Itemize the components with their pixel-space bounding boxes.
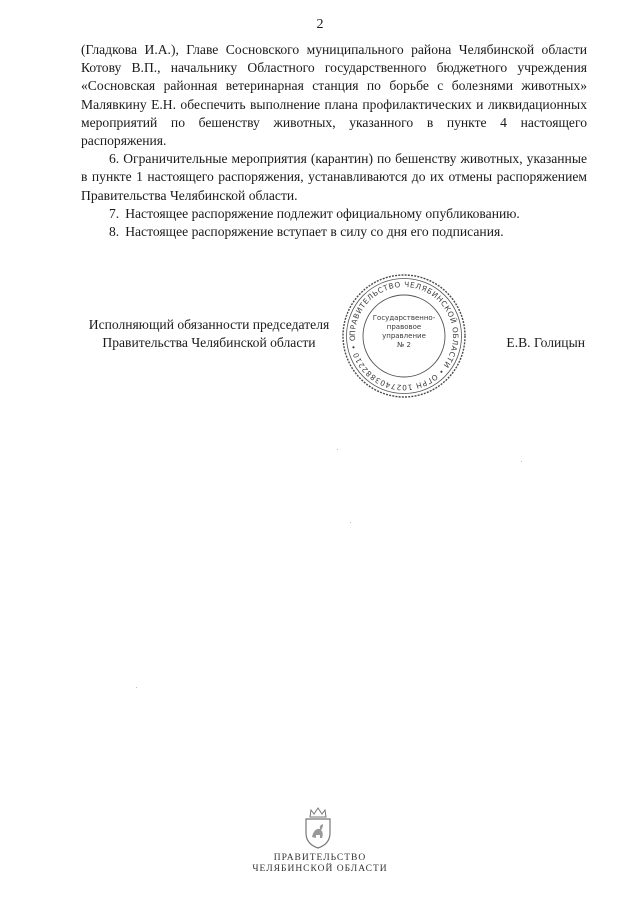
document-body [81,41,587,241]
seal-center-line: Государственно- [372,314,436,322]
footer-line1: ПРАВИТЕЛЬСТВО [273,853,367,863]
page-number: 2 [316,17,324,32]
item-text: Настоящее распоряжение подлежит официальному опубликованию. [125,205,520,221]
official-seal [340,272,468,400]
paragraph-continuation: (Гладкова И.А.), Главе Сосновского муниципального района Челябинской области Котову В.П., начальнику Областного государственного бюджетного учреждения «Сосновская районная ветеринарная станция по борьбе с болезнями животных» Малявкину Е.Н. обеспечить выполнение плана профилактических и ликвидационных мероприятий по бешенству животных, указанного в пункте 4 настоящего распоряжения. [81,42,587,149]
scan-speck [337,449,338,450]
list-item-8 [81,223,587,241]
seal-center-text [364,314,444,350]
list-item-7 [81,205,587,223]
footer-organization [0,853,640,875]
signature-block [70,316,585,376]
signatory-name: Е.В. Голицын [506,335,585,350]
seal-center-line: правовое [386,323,422,331]
item-number: 8. [109,224,120,240]
coat-of-arms-emblem [301,806,335,850]
paragraph-6: 6. Ограничительные мероприятия (карантин) по бешенству животных, указанные в пункте 1 настоящего распоряжения, устанавливаются до их отмены распоряжением Правительства Челябинской области. [81,151,587,203]
signatory-position-line2: Правительства Челябинской области [102,335,316,350]
seal-center-line: управление [382,332,426,340]
footer-line2: ЧЕЛЯБИНСКОЙ ОБЛАСТИ [252,864,388,874]
seal-ring-text: ПРАВИТЕЛЬСТВО ЧЕЛЯБИНСКОЙ ОБЛАСТИ • ОГРН 1027403882210 • О [347,279,461,393]
signatory-position-line1: Исполняющий обязанности председателя [88,317,330,332]
item-number: 7. [109,205,120,221]
scan-speck [136,687,137,688]
emblem-icon [301,806,335,850]
scan-speck [350,522,351,523]
signatory-position [74,316,344,352]
seal-center-line: № 2 [397,341,411,349]
scan-speck [521,461,522,462]
item-text: Настоящее распоряжение вступает в силу со дня его подписания. [125,224,504,240]
